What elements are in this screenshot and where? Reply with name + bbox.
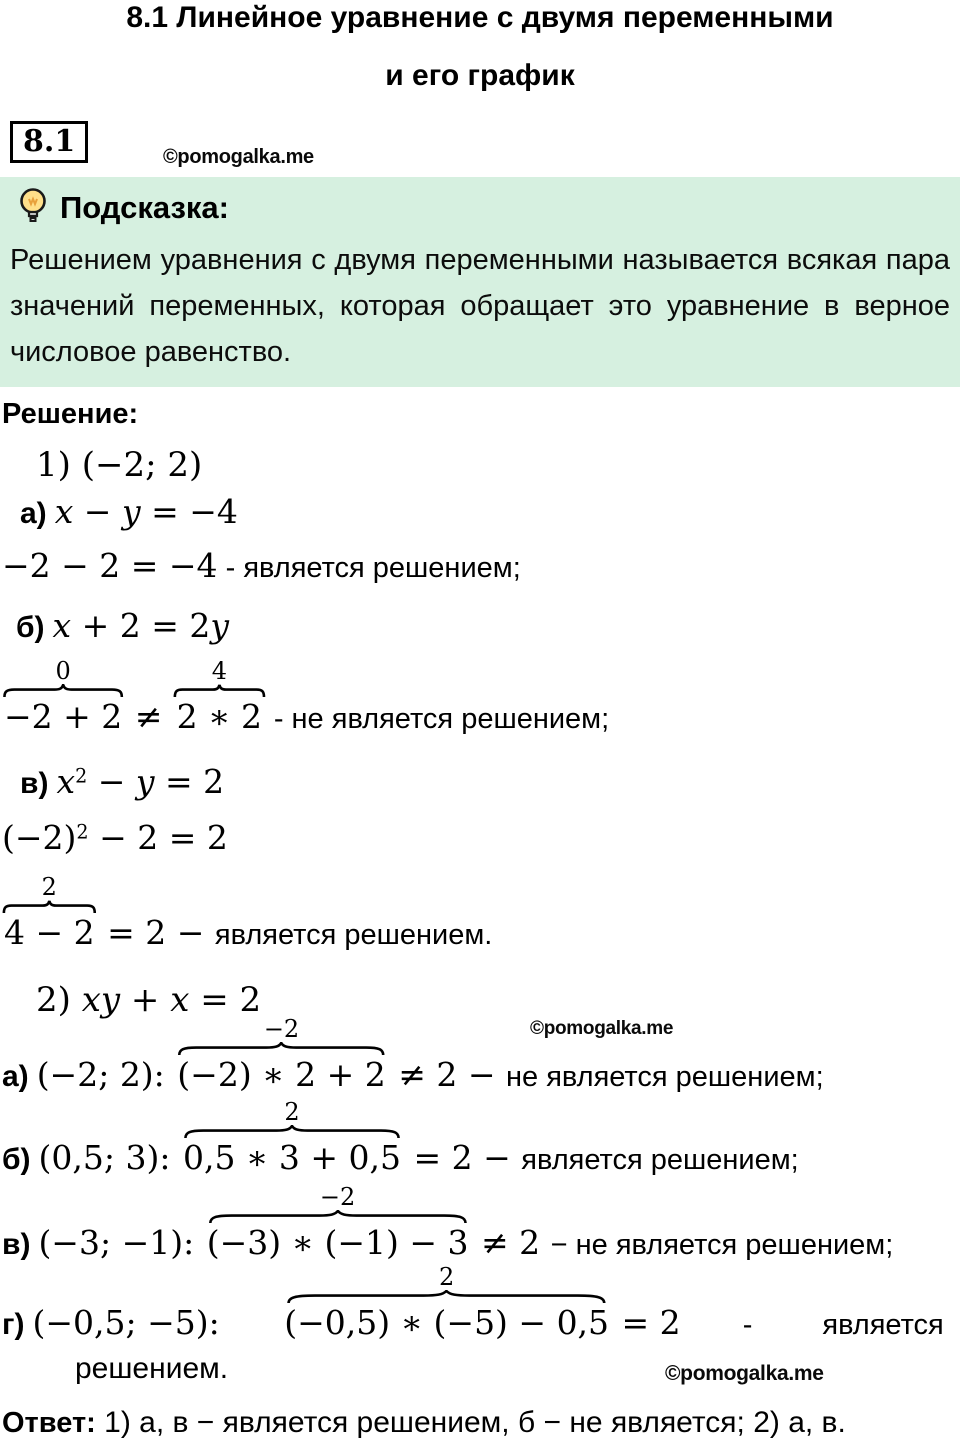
dash: -	[742, 1309, 753, 1341]
solution-heading: Решение:	[2, 398, 139, 430]
problem-number-badge: 8.1	[10, 121, 88, 163]
braced-expression: −2 + 2	[4, 697, 123, 736]
braced-expression: (−2) ∗ 2 + 2	[177, 1055, 386, 1094]
item-label: в)	[2, 1228, 31, 1261]
answer-line	[2, 1406, 846, 1440]
overbrace-value: 2	[284, 1098, 300, 1126]
answer-label: Ответ:	[2, 1407, 96, 1439]
relation: ≠ 2 −	[387, 1055, 506, 1094]
verdict: является решением.	[214, 919, 493, 951]
overbrace	[2, 684, 124, 697]
overbrace-group	[205, 1184, 471, 1262]
overbrace-value: 2	[41, 873, 57, 901]
braced-expression: 2 ∗ 2	[176, 697, 263, 736]
equation: x + 2 = 2y	[52, 606, 230, 645]
overbrace	[181, 1125, 403, 1138]
braced-expression: (−3) ∗ (−1) − 3	[206, 1223, 469, 1262]
verdict-word: является	[822, 1309, 944, 1341]
part1-b-check	[2, 658, 609, 736]
watermark: ©pomogalka.me	[665, 1362, 824, 1385]
pair: (−2; 2):	[36, 1055, 176, 1094]
overbrace	[205, 1210, 471, 1223]
overbrace-group	[2, 658, 124, 736]
hint-text: Решением уравнения с двумя переменными называется всякая пара значений переменных, которая обращает это уравнение в верное числовое равенство.	[10, 244, 950, 368]
item-label: в)	[20, 767, 49, 800]
overbrace-value: 2	[439, 1263, 455, 1291]
overbrace	[175, 1042, 387, 1055]
part1-b-equation	[16, 606, 229, 645]
relation: = 2	[611, 1303, 681, 1342]
overbrace-group	[282, 1264, 611, 1342]
pair: (−0,5; −5):	[32, 1303, 231, 1342]
verdict: - не является решением;	[265, 703, 610, 735]
work-expression: $(-2)^2 - 2 = 2$	[2, 818, 228, 857]
braced-expression: 0,5 ∗ 3 + 0,5	[182, 1138, 401, 1177]
hint-label: Подсказка:	[60, 190, 229, 225]
part1-header: 1) (−2; 2)	[36, 445, 203, 485]
braced-expression: 4 − 2	[4, 913, 95, 952]
part1-a-check	[2, 546, 521, 585]
part2-v-check	[2, 1184, 893, 1262]
overbrace-value: −2	[263, 1015, 300, 1043]
part1-a-equation	[20, 492, 238, 531]
check-expression: −2 − 2 = −4	[2, 546, 218, 585]
overbrace-value: −2	[319, 1183, 356, 1211]
overbrace-group	[181, 1099, 403, 1177]
page-title-line1: 8.1 Линейное уравнение с двумя переменными	[126, 1, 834, 34]
overbrace	[2, 900, 97, 913]
equation: $x^2 - y = 2$	[56, 762, 225, 801]
verdict: является решением;	[521, 1144, 799, 1176]
part2-header: 2) xy + x = 2	[36, 980, 262, 1020]
hint-box	[0, 177, 960, 387]
lightbulb-icon	[18, 187, 48, 229]
verdict: - является решением;	[217, 552, 521, 584]
braced-expression: (−0,5) ∗ (−5) − 0,5	[284, 1303, 610, 1342]
item-label: б)	[16, 611, 45, 644]
answer-text: 1) а, в − является решением, б − не является; 2) а, в.	[95, 1406, 846, 1439]
watermark: ©pomogalka.me	[163, 146, 314, 168]
item-label: а)	[20, 497, 47, 530]
part2-a-check	[2, 1016, 824, 1094]
overbrace-value: 0	[55, 657, 71, 685]
equation: x − y = −4	[54, 492, 238, 531]
verdict: не является решением;	[506, 1061, 824, 1093]
relation: = 2 −	[96, 913, 215, 952]
overbrace-group	[2, 874, 97, 952]
item-label: г)	[2, 1308, 25, 1341]
part1-v-equation	[20, 762, 224, 801]
part2-g-continuation: решением.	[75, 1352, 229, 1385]
overbrace-group	[173, 658, 266, 736]
relation: ≠	[124, 697, 173, 736]
part1-v-work	[2, 818, 228, 857]
part1-v-check	[2, 874, 492, 952]
part2-b-check	[2, 1099, 799, 1177]
relation: ≠ 2	[470, 1223, 551, 1262]
overbrace	[173, 684, 266, 697]
item-label: б)	[2, 1143, 31, 1176]
overbrace-value: 4	[211, 657, 227, 685]
pair: (0,5; 3):	[38, 1138, 181, 1177]
pair: (−3; −1):	[38, 1223, 205, 1262]
overbrace-group	[175, 1016, 387, 1094]
relation: = 2 −	[402, 1138, 522, 1177]
page-title-line2: и его график	[385, 59, 575, 92]
verdict: − не является решением;	[550, 1229, 894, 1261]
hint-header	[18, 187, 950, 229]
overbrace	[282, 1290, 611, 1303]
watermark: ©pomogalka.me	[530, 1018, 674, 1039]
part2-g-check	[2, 1264, 944, 1342]
item-label: а)	[2, 1060, 29, 1093]
